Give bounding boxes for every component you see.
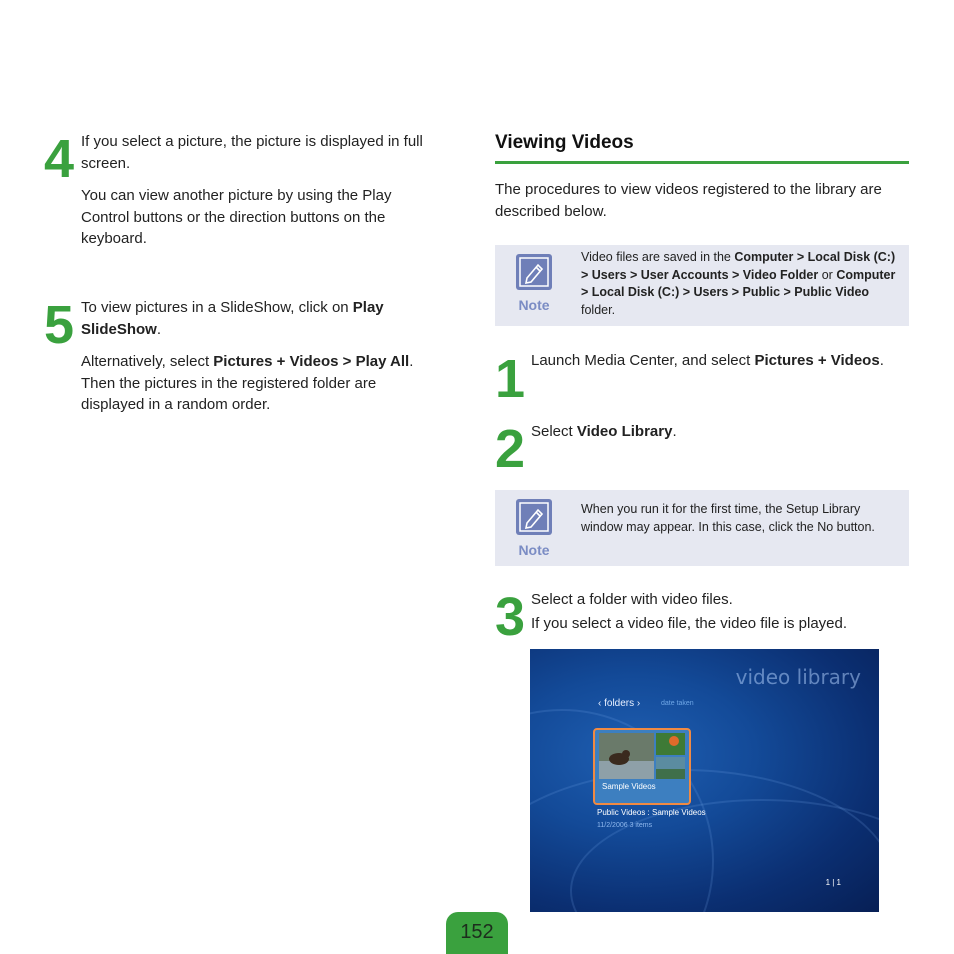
note-2-text: When you run it for the first time, the Setup Library window may appear. In this case, click the No button. xyxy=(581,502,875,534)
folder-date-info: 11/2/2006 3 items xyxy=(597,822,653,829)
step1-c: . xyxy=(879,352,884,369)
step-number-1: 1 xyxy=(495,349,524,409)
folder-thumbnail-image xyxy=(599,733,685,779)
folder-label: Sample Videos xyxy=(602,782,656,791)
intro-text: The procedures to view videos registered to the library are described below. xyxy=(495,181,882,220)
step5-text-2b: Pictures + Videos > Play All xyxy=(213,353,410,370)
step1-text xyxy=(531,350,911,372)
step5-text-1a: To view pictures in a SlideShow, click on xyxy=(81,299,353,316)
step1-a: Launch Media Center, and select xyxy=(531,352,755,369)
step-number-5: 5 xyxy=(44,295,73,355)
note-1-text xyxy=(581,249,901,319)
date-taken-sort[interactable]: date taken xyxy=(661,700,694,707)
step5-text-1b: Play SlideShow xyxy=(81,299,384,338)
note-1-t2: or xyxy=(818,267,837,282)
video-library-title: video library xyxy=(735,665,861,689)
note-box-1 xyxy=(495,245,909,326)
step5-text-1c: . xyxy=(156,320,162,338)
step1-b: Pictures + Videos xyxy=(754,352,880,369)
note-1-t1: Video files are saved in the xyxy=(581,250,735,264)
section-heading: Viewing Videos xyxy=(495,132,634,153)
note-1-b1: Computer > Local Disk (C:) > Users > User Accounts > Video Folder xyxy=(581,250,896,282)
page-number: 152 xyxy=(460,921,494,943)
note-1-b2: Computer > Local Disk (C:) > Users > Public > Public Video xyxy=(581,267,896,299)
step5-text-2c: . Then the pictures in the registered folder are displayed in a random order. xyxy=(81,353,414,413)
folder-path-info: Public Videos : Sample Videos xyxy=(597,808,706,817)
step-number-4: 4 xyxy=(44,129,73,189)
note-1-t3: folder. xyxy=(581,302,616,317)
page-number-tab xyxy=(446,912,508,954)
step5-text-2 xyxy=(81,351,431,416)
step-number-3: 3 xyxy=(495,587,524,647)
step2-text xyxy=(531,421,911,443)
step-number-2: 2 xyxy=(495,419,524,479)
step5-text-1 xyxy=(81,297,421,340)
video-library-screenshot xyxy=(530,649,879,912)
note-label: Note xyxy=(518,542,550,558)
step2-b: Video Library xyxy=(576,423,673,440)
heading-rule xyxy=(495,161,909,164)
page-indicator: 1 | 1 xyxy=(825,878,841,887)
step4-text-1: If you select a picture, the picture is displayed in full screen. xyxy=(81,133,423,172)
note-pencil-icon xyxy=(516,254,552,290)
note-pencil-icon xyxy=(516,499,552,535)
step5-text-2a: Alternatively, select xyxy=(81,353,214,370)
step3-text-2: If you select a video file, the video file is played. xyxy=(531,615,848,632)
sample-videos-folder-tile[interactable] xyxy=(593,728,691,805)
step3-text-1: Select a folder with video files. xyxy=(531,591,733,608)
note-box-2 xyxy=(495,490,909,566)
step2-c: . xyxy=(672,423,677,440)
step2-a: Select xyxy=(531,423,577,440)
folders-nav[interactable]: ‹ folders › xyxy=(598,698,641,709)
step4-text-2: You can view another picture by using the Play Control buttons or the direction buttons on the keyboard. xyxy=(81,187,392,247)
note-label: Note xyxy=(518,297,550,313)
